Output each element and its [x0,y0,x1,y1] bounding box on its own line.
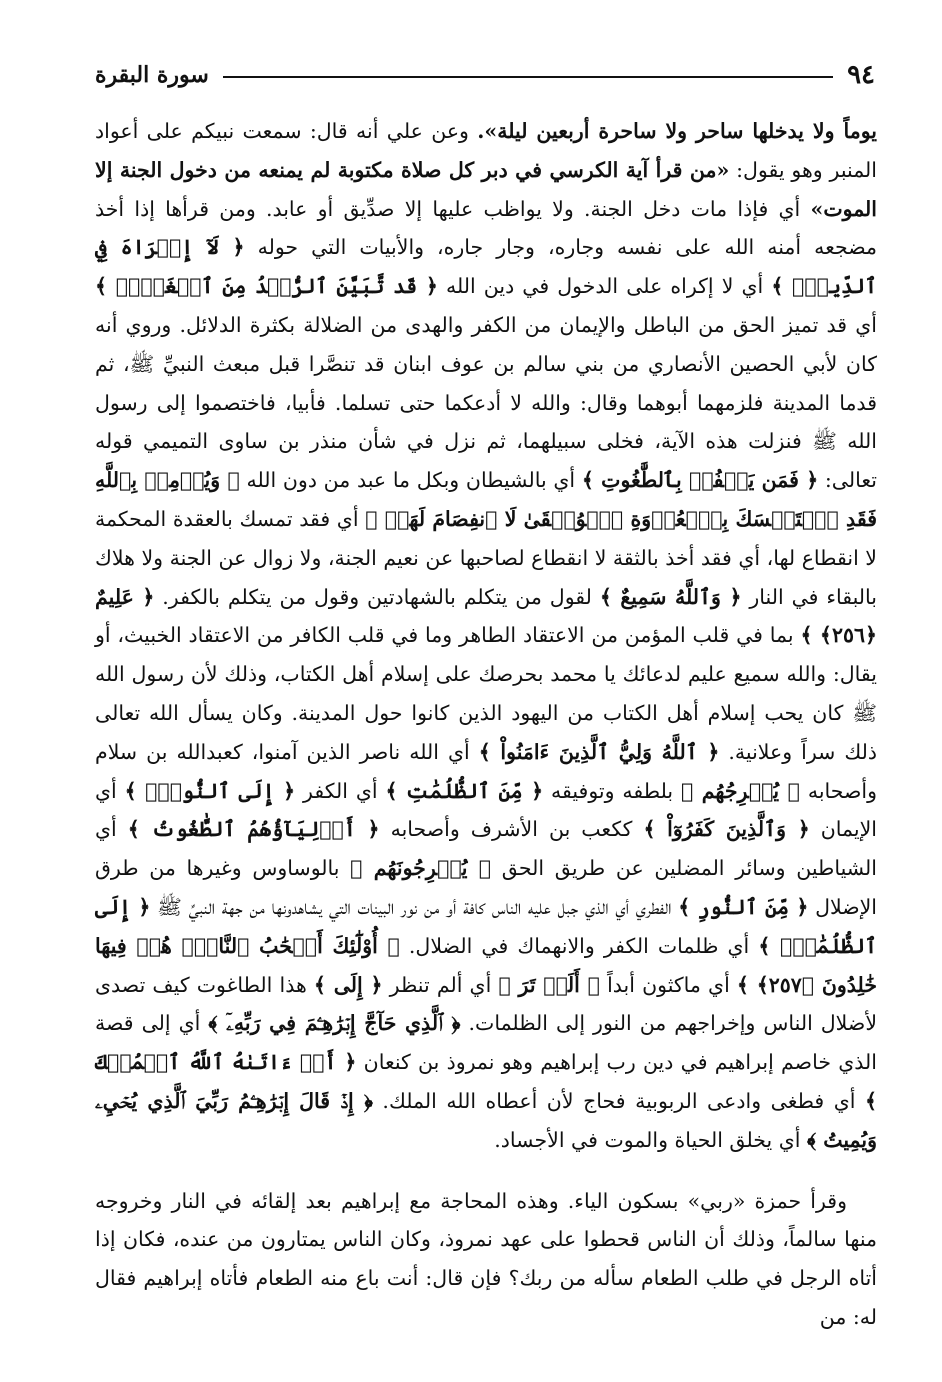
quran-verse: ﴿ ٱلَّذِي حَآجَّ إِبۡرَٰهِـۧمَ فِي رَبِّهِۦٓ ﴾ [208,1011,461,1036]
commentary-text: أي فإذا مات دخل الجنة. ولا يواظب عليها إلا صدِّيق أو عابد. ومن قرأها إذا أخذ مضجعه أمنه الله على نفسه وجاره، وجار جاره، والأبيات التي حوله [95,196,877,260]
commentary-text: أي ظلمات الكفر والانهماك في الضلال. [399,933,759,958]
commentary-text: أي ماكثون أبداً [599,972,737,997]
hadith-text: «من قرأ آية الكرسي في دبر كل صلاة مكتوبة لم يمنعه من دخول الجنة إلا الموت» [95,157,877,221]
commentary-text: هذا الطاغوت كيف تصدى لأضلال الناس وإخراجهم من النور إلى الظلمات. [95,972,878,1036]
commentary-text: ككعب بن الأشرف وأصحابه [379,817,644,842]
commentary-text: بما في قلب المؤمن من الاعتقاد الطاهر وما في قلب الكافر من الاعتقاد الخبيث، أو يقال: والله سميع عليم لدعائك يا محمد بحرصك على إسلام أهل الكتاب، وذلك لأن رسول الله ﷺ كان يحب إسلام أهل الكتاب من اليهود الذين كانوا حول المدينة. وكان يسأل الله تعالى ذلك سراً وعلانية. [95,623,878,764]
quran-verse: ﴿ أُوْلَٰٓئِكَ أَصۡحَٰبُ ٱلنَّارِۖ هُمۡ فِيهَا خَٰلِدُونَ ﴿٢٥٧﴾ ﴾ [95,933,878,997]
quran-verse: ﴿ إِذۡ قَالَ إِبۡرَٰهِـۧمُ رَبِّيَ ٱلَّذِي يُحۡيِۦ وَيُمِيتُ ﴾ [95,1088,877,1152]
surah-title: سورة البقرة [95,62,209,88]
commentary-text: بالوساوس وغيرها من طرق الإضلال [95,856,877,919]
quran-verse: ﴿ إِلَى ﴾ [313,972,383,997]
commentary-text: الفطري أي الذي جبل عليه الناس كافة أو من نور البينات التي يشاهدونها من جهة النبيِّ ﷺ [150,894,679,919]
quran-verse: ﴿ إِلَى ٱلظُّلُمَٰتِۗ ﴾ [95,894,877,958]
quran-verse: ﴿ أَلَمۡ تَرَ ﴾ [498,972,600,997]
paragraph-2 [95,1182,877,1337]
quran-verse: ﴿ مِّنَ ٱلظُّلُمَٰتِ ﴾ [385,778,544,803]
quran-verse: ﴿ عَلِيمٌ ﴿٢٥٦﴾ ﴾ [95,584,877,648]
commentary-text: أي ألم تنظر [382,972,499,997]
running-header [95,60,875,90]
header-rule [223,76,833,78]
quran-verse: ﴿ إِلَى ٱلنُّورِۖ ﴾ [124,778,296,803]
commentary-text: أي بالشيطان وبكل ما عبد من دون الله [239,468,582,493]
commentary-text: أي إلى قصة الذي خاصم إبراهيم في دين رب إبراهيم وهو نمروذ بن كنعان [95,1011,877,1075]
paragraph-1 [95,112,877,1160]
quran-verse: ﴿ ٱللَّهُ وَلِيُّ ٱلَّذِينَ ءَامَنُواْ ﴾ [478,739,720,764]
quran-verse: ﴿ لَآ إِكۡرَاهَ فِي ٱلدِّينِۖ ﴾ [95,235,877,299]
quran-verse: ﴿ يُخۡرِجُونَهُم ﴾ [350,856,492,881]
hadith-text: يوماً ولا يدخلها ساحر ولا ساحرة أربعين ليلة». [477,119,877,143]
commentary-text: وقرأ حمزة «ربي» بسكون الياء. وهذه المحاجة مع إبراهيم بعد إلقائه في النار وخروجه منها سالماً، وذلك أن الناس قحطوا على عهد نمروذ، وكان الناس يمتارون من عنده، فكان إذا أتاه الرجل في طلب الطعام سأله من ربك؟ فإن قال: أنت باع منه الطعام فأتاه إبراهيم فقال له: من [95,1188,877,1329]
commentary-text: أي لا إكراه على الدخول في دين الله [437,274,772,299]
commentary-text: أي فطغى وادعى الربوبية فحاج لأن أعطاه الله الملك. [372,1088,865,1113]
quran-verse: ﴿ وَٱللَّهُ سَمِيعٌ ﴾ [599,584,742,609]
commentary-text: أي قد تميز الحق من الباطل والإيمان من الكفر والهدى من الضلالة بكثرة الدلائل. وروي أنه كان لأبي الحصين الأنصاري من بني سالم بن عوف ابنان قد تنصَّرا قبل مبعث النبيِّ ﷺ، ثم قدما المدينة فلزمهما أبوهما وقال: والله لا أدعكما حتى تسلما. فأبيا، فاختصموا إلى رسول الله ﷺ فنزلت هذه الآية، فخلى سبيلهما، ثم نزل في شأن منذر بن ساوى التميمي قوله تعالى: [95,312,877,493]
quran-verse: ﴿ أَوۡلِيَآؤُهُمُ ٱلطَّٰغُوتُ ﴾ [127,817,380,842]
commentary-text: لقول من يتكلم بالشهادتين وقول من يتكلم بالكفر. [154,584,600,609]
quran-verse: ﴿ يُخۡرِجُهُم ﴾ [680,778,800,803]
commentary-text: أي يخلق الحياة والموت في الأجساد. [494,1127,807,1152]
quran-verse: ﴿ قَد تَّبَيَّنَ ٱلرُّشۡدُ مِنَ ٱلۡغَيِّۚ ﴾ [95,274,438,299]
commentary-text: أي الله ناصر الذين آمنوا، كعبدالله بن سلام وأصحابه [95,739,878,803]
commentary-text: وعن علي أنه قال: سمعت نبيكم على أعواد المنبر وهو يقول: [95,119,878,182]
page-body [95,112,877,1337]
commentary-text: بلطفه وتوفيقه [543,778,681,803]
commentary-text: أي الشياطين وسائر المضلين عن طريق الحق [95,817,877,881]
quran-verse: ﴿ فَمَن يَكۡفُرۡ بِٱلطَّٰغُوتِ ﴾ [581,468,819,493]
quran-verse: ﴿ وَيُؤۡمِنۢ بِٱللَّهِ فَقَدِ ٱسۡتَمۡسَكَ بِٱلۡعُرۡوَةِ ٱلۡوُثۡقَىٰ لَا ٱنفِصَامَ لَهَاۗ ﴾ [95,468,877,531]
quran-verse: ﴿ وَٱلَّذِينَ كَفَرُوٓاْ ﴾ [643,817,810,842]
commentary-text: أي الكفر [295,778,386,803]
page-number: ٩٤ [847,60,875,90]
commentary-text: أي الإيمان [95,778,878,842]
commentary-text: أي فقد تمسك بالعقدة المحكمة لا انقطاع لها، أي فقد أخذ بالثقة لا انقطاع لصاحبها عن نعيم الجنة، ولا زوال عن الجنة ولا هلاك بالبقاء في النار [95,506,877,609]
quran-verse: ﴿ مِّنَ ٱلنُّورِ ﴾ [678,894,809,919]
quran-verse: ﴿ أَنۡ ءَاتَىٰهُ ٱللَّهُ ٱلۡمُلۡكَ ﴾ [95,1050,877,1113]
